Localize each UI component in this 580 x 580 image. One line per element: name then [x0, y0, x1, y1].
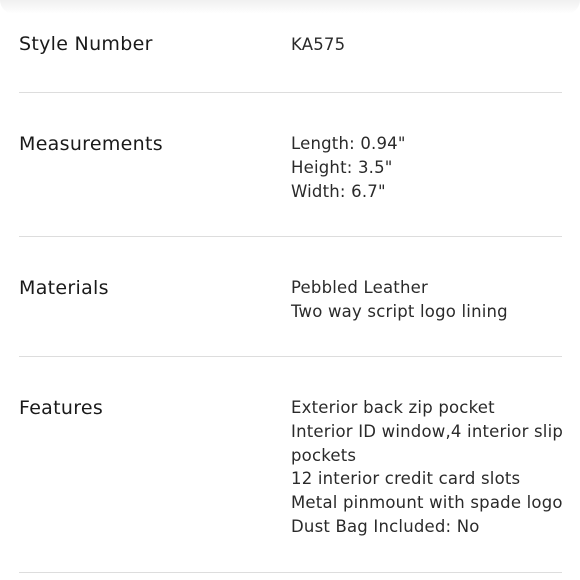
spec-label-features: Features — [19, 397, 104, 419]
divider — [19, 356, 562, 357]
divider — [19, 236, 562, 237]
spec-value: Exterior back zip pocket — [291, 398, 495, 417]
spec-values-materials — [291, 276, 576, 324]
spec-value: Two way script logo lining — [291, 301, 508, 321]
spec-values-measurements — [291, 132, 576, 203]
divider — [19, 92, 562, 93]
spec-label-style-number: Style Number — [19, 33, 153, 55]
spec-value: Metal pinmount with spade logo — [291, 493, 563, 513]
spec-value: Pebbled Leather — [291, 278, 428, 297]
divider — [19, 572, 562, 573]
spec-value: Length: 0.94" — [291, 134, 406, 153]
spec-value: 12 interior credit card slots — [291, 469, 521, 489]
spec-value: Height: 3.5" — [291, 157, 393, 177]
spec-values-style-number — [291, 33, 576, 57]
spec-value: Width: 6.7" — [291, 181, 386, 201]
spec-value: Dust Bag Included: No — [291, 516, 480, 536]
spec-values-features — [291, 396, 576, 539]
spec-value: Interior ID window,4 interior slip — [291, 421, 564, 441]
spec-value: pockets — [291, 445, 357, 465]
spec-label-measurements: Measurements — [19, 133, 163, 155]
spec-label-materials: Materials — [19, 277, 109, 299]
spec-value: KA575 — [291, 35, 346, 54]
top-card-shadow — [0, 0, 580, 14]
